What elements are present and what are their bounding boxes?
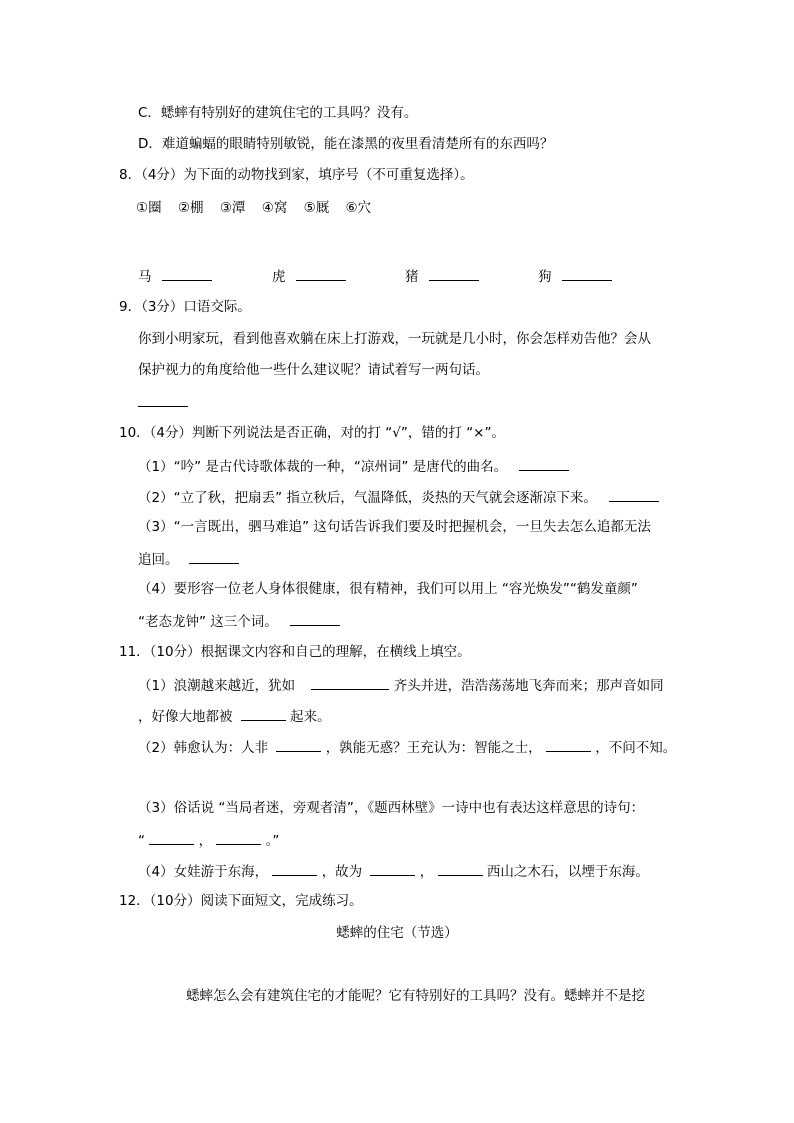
q11-part4: [138, 861, 649, 881]
answer-blank[interactable]: [370, 861, 415, 876]
q12-passage-paragraph: 蟋蟀怎么会有建筑住宅的才能呢？它有特别好的工具吗？没有。蟋蟀并不是挖: [186, 988, 645, 1004]
q8-animal-dog: [538, 266, 612, 286]
q8-option: ⑤厩: [303, 200, 330, 216]
answer-blank[interactable]: [162, 266, 212, 281]
q8-option: ④窝: [261, 200, 288, 216]
q8-option: ②棚: [177, 200, 204, 216]
q8-animal-tiger: [272, 266, 346, 286]
q11-stem: 11．（10分）根据课文内容和自己的理解，在横线上填空。: [119, 644, 471, 660]
q12-passage-title: 蟋蟀的住宅（节选）: [336, 925, 458, 941]
answer-blank[interactable]: [138, 392, 188, 407]
statement-text: （2）“立了秋，把扇丢” 指立秋后，气温降低，炎热的天气就会逐渐凉下来。: [138, 490, 597, 506]
q8-option: ③潭: [219, 200, 246, 216]
text-fragment: 起来。: [290, 709, 331, 725]
q9-stem: 9．（3分）口语交际。: [119, 299, 251, 315]
statement-text: （1）“吟” 是古代诗歌体裁的一种，“凉州词” 是唐代的曲名。: [138, 459, 508, 475]
animal-label: 狗: [538, 269, 552, 285]
text-fragment: ，故为: [321, 864, 363, 880]
q8-options: [136, 199, 383, 217]
statement-text: 追回。: [138, 552, 179, 568]
q11-part3-line2: [138, 830, 279, 850]
q10-statement-4-line1: （4）要形容一位老人身体很健康，很有精神，我们可以用上 “容光焕发”“鹤发童颜”: [138, 581, 638, 597]
text-fragment: ，好像大地都被: [138, 709, 233, 725]
q8-stem: 8．（4分）为下面的动物找到家，填序号（不可重复选择）。: [119, 167, 474, 183]
answer-blank[interactable]: [272, 861, 317, 876]
q7-option-d: D．难道蝙蝠的眼睛特别敏锐，能在漆黑的夜里看清楚所有的东西吗？: [138, 136, 554, 152]
text-fragment: ，: [198, 833, 213, 849]
text-fragment: （1）浪潮越来越近，犹如: [138, 678, 296, 694]
answer-blank[interactable]: [189, 549, 239, 564]
text-fragment: 。”: [265, 833, 280, 849]
q8-option: ⑥穴: [345, 200, 372, 216]
answer-blank[interactable]: [216, 830, 261, 845]
answer-blank[interactable]: [241, 706, 286, 721]
text-fragment: ，孰能无惑？王充认为：智能之士，: [325, 740, 542, 756]
answer-blank[interactable]: [296, 266, 346, 281]
answer-blank[interactable]: [311, 675, 389, 690]
answer-blank[interactable]: [429, 266, 479, 281]
animal-label: 马: [138, 269, 152, 285]
answer-blank[interactable]: [562, 266, 612, 281]
text-fragment: （2）韩愈认为：人非: [138, 740, 269, 756]
q9-body-line2: 保护视力的角度给他一些什么建议呢？请试着写一两句话。: [138, 362, 489, 378]
q10-statement-1: [138, 456, 569, 476]
text-fragment: ，: [419, 864, 434, 880]
q10-statement-2: [138, 487, 659, 507]
text-fragment: 齐头并进，浩浩荡荡地飞奔而来；那声音如同: [393, 678, 664, 694]
q7-option-c: C．蟋蟀有特别好的建筑住宅的工具吗？没有。: [138, 105, 418, 121]
answer-blank[interactable]: [290, 611, 340, 626]
answer-blank[interactable]: [609, 487, 659, 502]
q10-statement-3-line1: （3）“一言既出，驷马难追” 这句话告诉我们要及时把握机会，一旦失去怎么追都无法: [138, 519, 651, 535]
q11-part3-line1: （3）俗话说 “当局者迷，旁观者清”，《题西林壁》一诗中也有表达这样意思的诗句：: [138, 800, 645, 816]
answer-blank[interactable]: [276, 737, 321, 752]
q10-stem: 10．（4分）判断下列说法是否正确，对的打 “√”，错的打 “×”。: [119, 425, 505, 441]
q9-answer-line[interactable]: [138, 392, 188, 412]
q8-option: ①圈: [136, 200, 162, 216]
text-fragment: ，不问不知。: [595, 740, 677, 756]
answer-blank[interactable]: [519, 456, 569, 471]
answer-blank[interactable]: [149, 830, 194, 845]
answer-blank[interactable]: [546, 737, 591, 752]
q8-animal-pig: [405, 266, 479, 286]
q10-statement-4-line2: [138, 611, 340, 631]
text-fragment: 西山之木石，以堙于东海。: [486, 864, 649, 880]
animal-label: 虎: [272, 269, 286, 285]
q11-part1-line1: [138, 675, 664, 695]
q11-part1-line2: [138, 706, 331, 726]
q8-animal-horse: [138, 266, 212, 286]
q12-stem: 12．（10分）阅读下面短文，完成练习。: [119, 893, 363, 909]
answer-blank[interactable]: [438, 861, 483, 876]
text-fragment: “: [138, 833, 145, 849]
q11-part2: [138, 737, 676, 757]
q9-body-line1: 你到小明家玩，看到他喜欢躺在床上打游戏，一玩就是几小时，你会怎样劝告他？会从: [138, 331, 651, 347]
statement-text: “老态龙钟” 这三个词。: [138, 614, 278, 630]
q10-statement-3-line2: [138, 549, 239, 569]
text-fragment: （4）女娃游于东海，: [138, 864, 269, 880]
animal-label: 猪: [405, 269, 419, 285]
